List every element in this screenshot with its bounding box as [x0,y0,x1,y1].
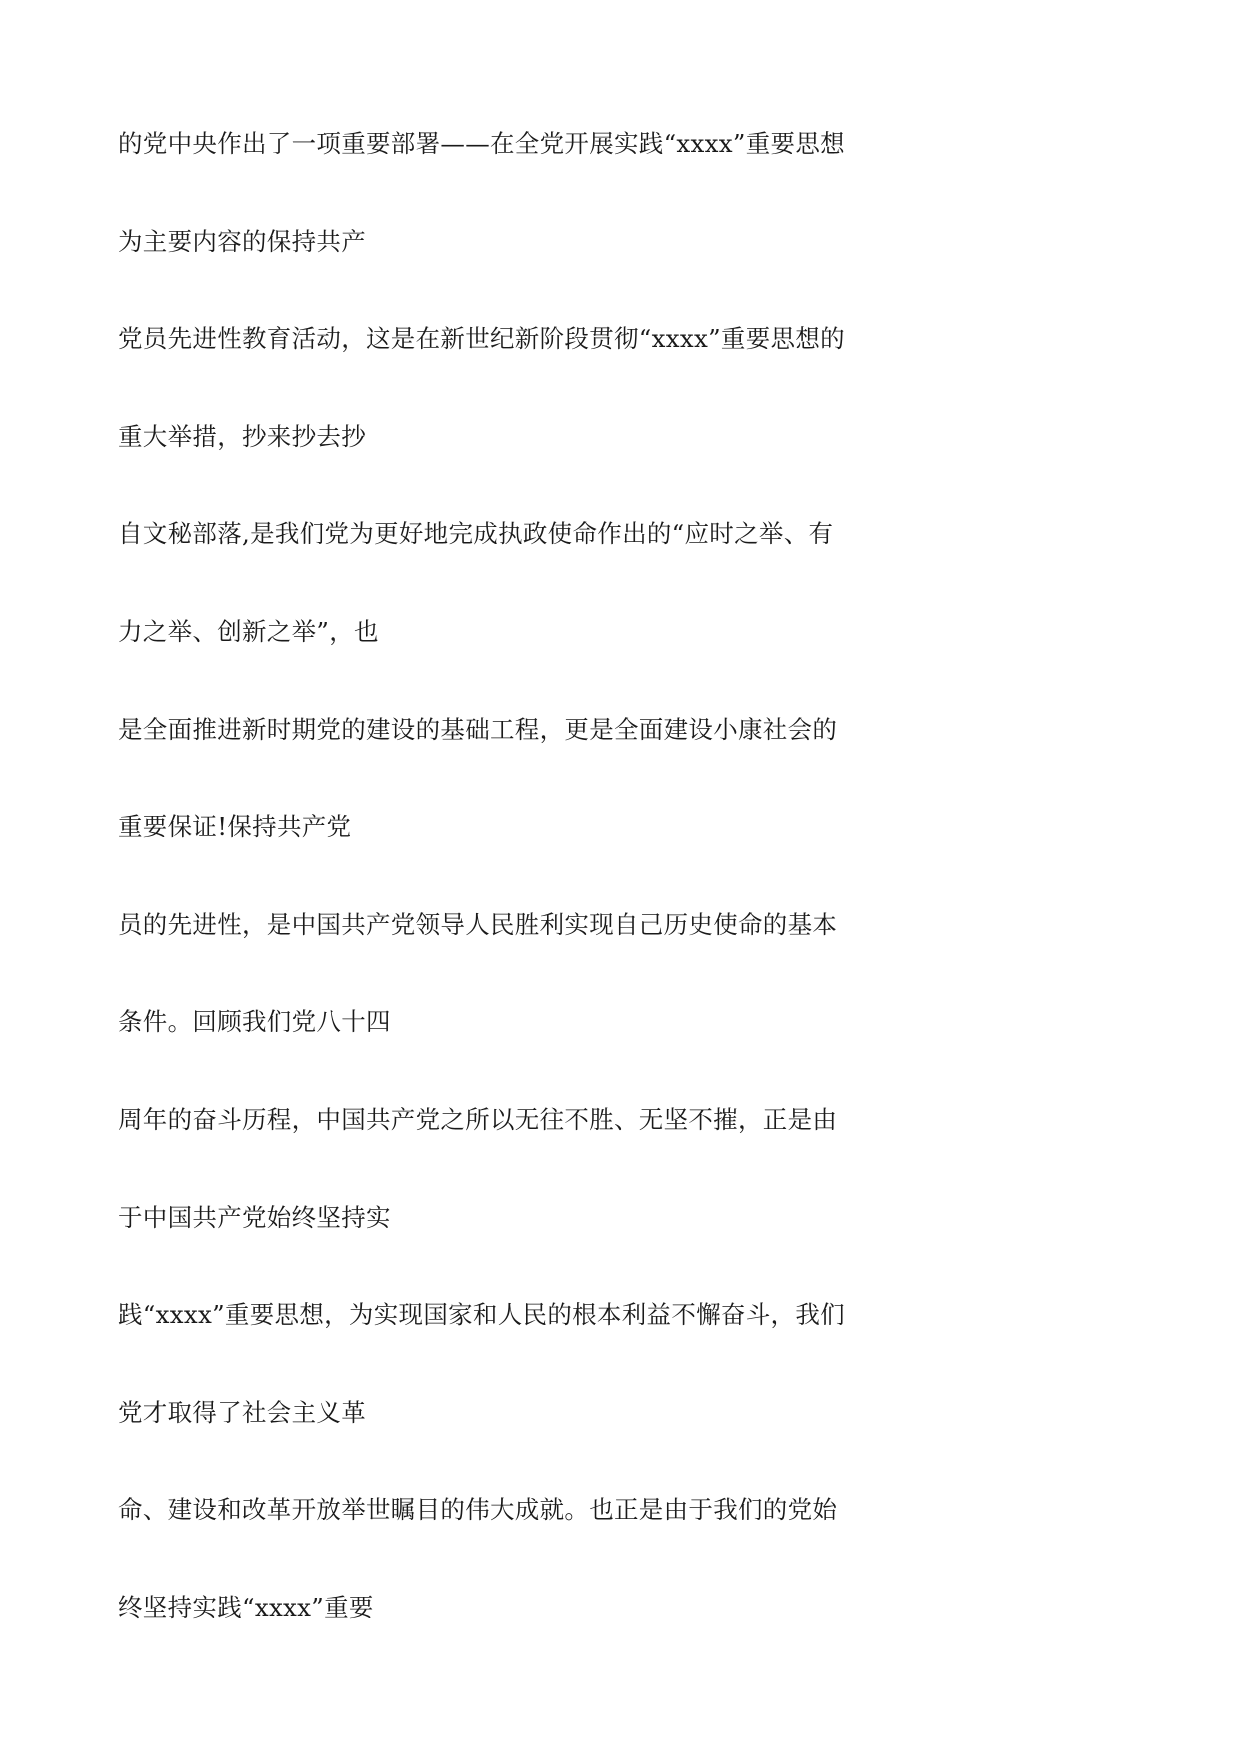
text-line-12: 于中国共产党始终坚持实 [118,1202,391,1232]
text-line-14: 党才取得了社会主义革 [118,1397,366,1427]
text-line-11: 周年的奋斗历程，中国共产党之所以无往不胜、无坚不摧，正是由 [118,1104,838,1134]
text-line-2: 为主要内容的保持共产 [118,226,366,256]
text-line-5: 自文秘部落,是我们党为更好地完成执政使命作出的“应时之举、有 [118,519,834,549]
text-line-13: 践“xxxx”重要思想，为实现国家和人民的根本利益不懈奋斗，我们 [118,1300,845,1330]
text-line-15: 命、建设和改革开放举世瞩目的伟大成就。也正是由于我们的党始 [118,1495,838,1525]
text-line-7: 是全面推进新时期党的建设的基础工程，更是全面建设小康社会的 [118,714,838,744]
text-line-9: 员的先进性，是中国共产党领导人民胜利实现自己历史使命的基本 [118,909,838,939]
document-body [118,124,845,1686]
text-line-10: 条件。回顾我们党八十四 [118,1007,391,1037]
text-line-16: 终坚持实践“xxxx”重要 [118,1592,374,1622]
text-line-8: 重要保证!保持共产党 [118,812,352,842]
text-line-4: 重大举措，抄来抄去抄 [118,421,366,451]
text-line-3: 党员先进性教育活动，这是在新世纪新阶段贯彻“xxxx”重要思想的 [118,324,845,354]
text-line-1: 的党中央作出了一项重要部署——在全党开展实践“xxxx”重要思想 [118,129,845,158]
text-line-6: 力之举、创新之举”，也 [118,616,379,646]
